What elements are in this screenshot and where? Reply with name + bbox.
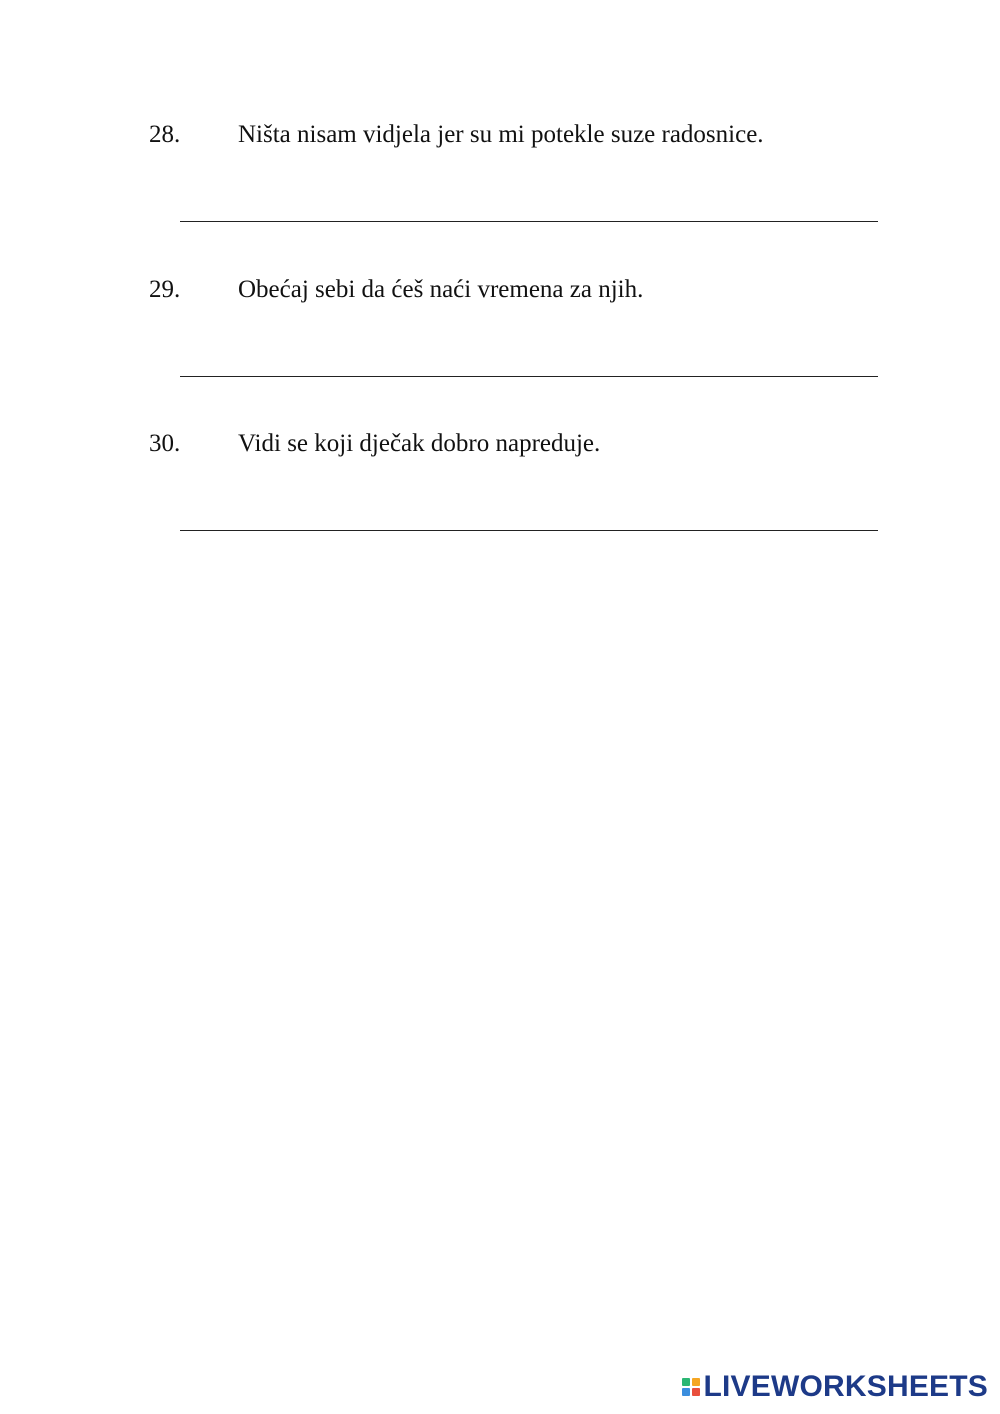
answer-line[interactable] — [180, 530, 878, 531]
exercise-number: 28. — [149, 121, 181, 148]
liveworksheets-logo-icon — [682, 1378, 700, 1396]
brand-name: LIVEWORKSHEETS — [703, 1370, 988, 1403]
answer-line[interactable] — [180, 221, 878, 222]
exercise-sentence: Vidi se koji dječak dobro napreduje. — [238, 430, 601, 457]
exercise-sentence: Obećaj sebi da ćeš naći vremena za njih. — [238, 276, 644, 303]
liveworksheets-logo — [682, 1372, 989, 1402]
answer-line[interactable] — [180, 376, 878, 377]
exercise-number: 30. — [149, 430, 181, 457]
exercise-sentence: Ništa nisam vidjela jer su mi potekle suze radosnice. — [238, 121, 764, 148]
exercise-number: 29. — [149, 276, 181, 303]
